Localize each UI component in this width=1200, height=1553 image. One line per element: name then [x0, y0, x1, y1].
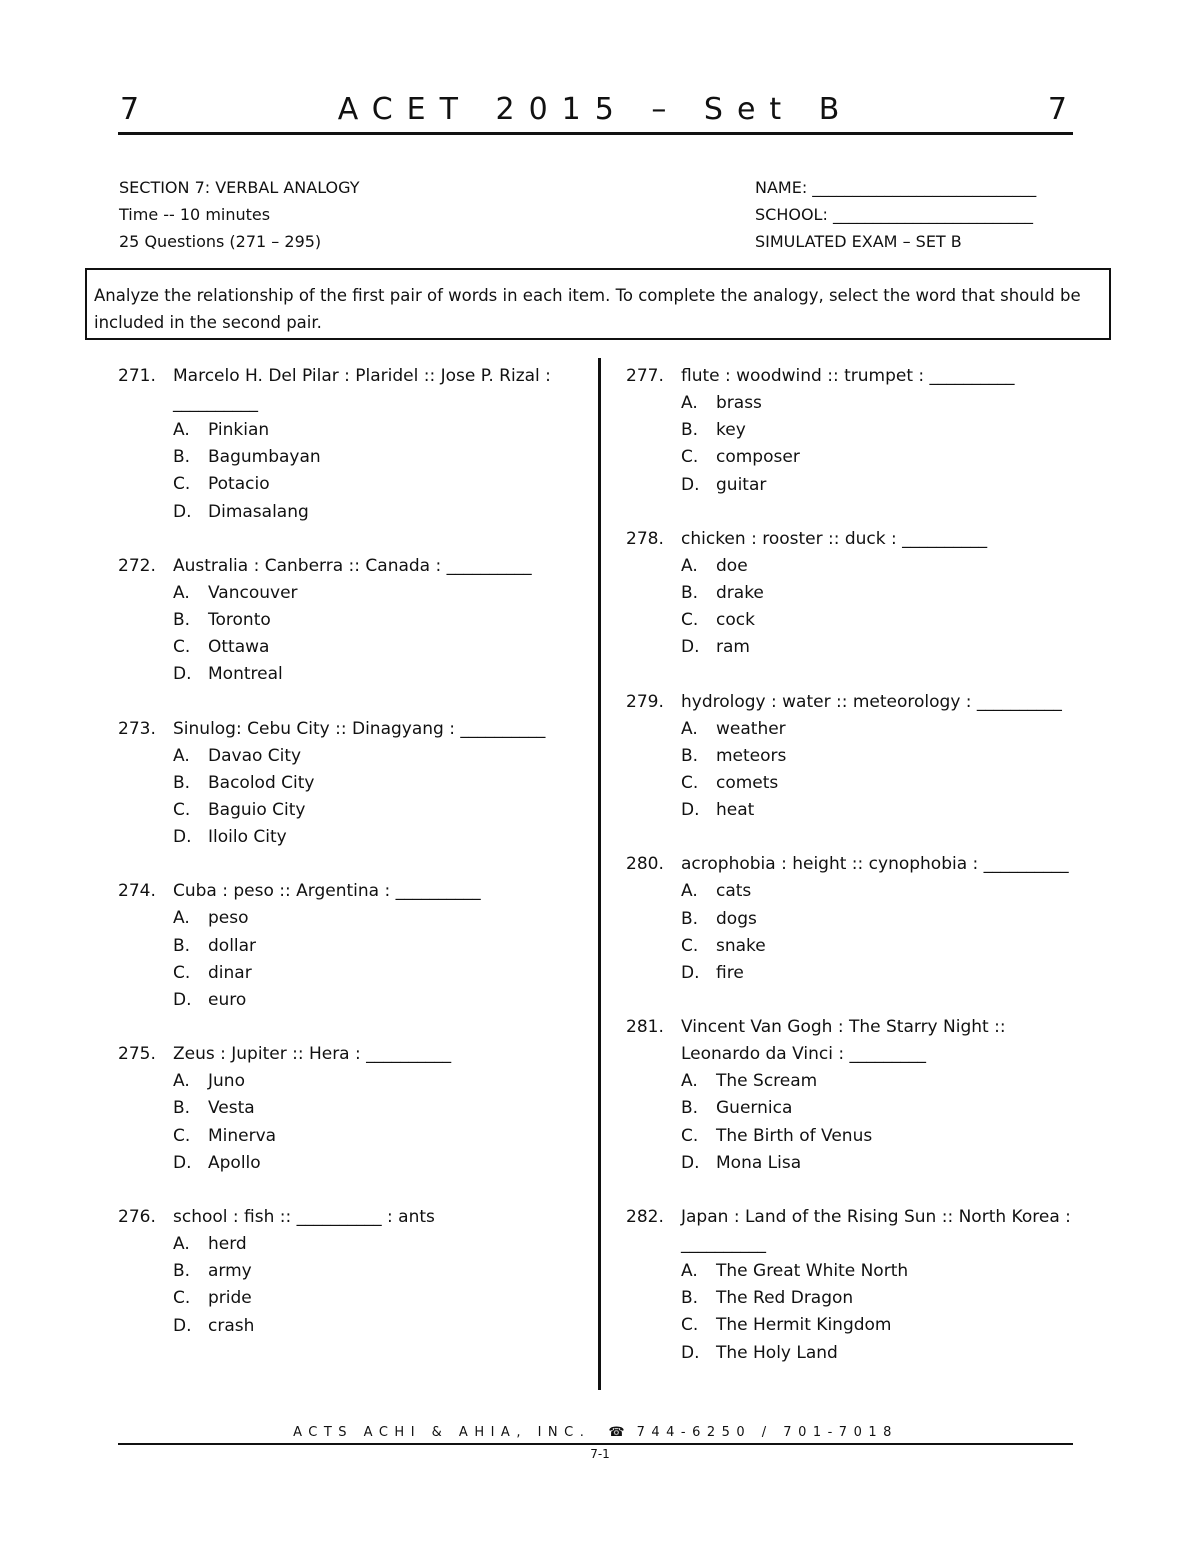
question-text: Cuba : peso :: Argentina : __________	[173, 881, 481, 902]
answer-option	[626, 444, 1096, 471]
question-number: 276.	[118, 1207, 156, 1228]
option-letter: D.	[173, 990, 192, 1011]
option-text: army	[208, 1261, 252, 1282]
section-title: SECTION 7: VERBAL ANALOGY	[119, 178, 360, 197]
option-text: Bagumbayan	[208, 447, 321, 468]
option-letter: B.	[681, 420, 699, 441]
option-text: doe	[716, 555, 748, 576]
question-text: Australia : Canberra :: Canada : __________	[173, 555, 532, 576]
answer-option	[626, 580, 1096, 607]
question-stem	[626, 851, 1096, 878]
option-letter: D.	[681, 1342, 700, 1363]
option-text: guitar	[716, 474, 767, 495]
option-letter: B.	[681, 908, 699, 929]
answer-option	[626, 906, 1096, 933]
question-item	[118, 1204, 588, 1340]
answer-option	[626, 1150, 1096, 1177]
question-item	[626, 1014, 1096, 1177]
option-letter: A.	[173, 908, 190, 929]
answer-option	[626, 770, 1096, 797]
question-item	[118, 1041, 588, 1177]
header-section-number-left: 7	[120, 92, 140, 127]
option-text: Vancouver	[208, 582, 298, 603]
option-text: peso	[208, 908, 249, 929]
option-text: The Holy Land	[716, 1342, 838, 1363]
footer	[118, 1425, 1073, 1441]
answer-option	[626, 1123, 1096, 1150]
option-text: meteors	[716, 745, 787, 766]
question-number: 272.	[118, 555, 156, 576]
question-number: 274.	[118, 881, 156, 902]
answer-option	[118, 499, 588, 526]
answer-option	[626, 417, 1096, 444]
option-letter: B.	[173, 935, 191, 956]
option-text: The Scream	[716, 1071, 818, 1092]
answer-option	[118, 824, 588, 851]
header-title: ACET 2015 – Set B	[337, 92, 854, 127]
answer-option	[626, 933, 1096, 960]
answer-option	[626, 1312, 1096, 1339]
question-text: Zeus : Jupiter :: Hera : __________	[173, 1044, 452, 1065]
question-number: 281.	[626, 1017, 664, 1038]
question-number: 277.	[626, 366, 664, 386]
answer-option	[118, 1150, 588, 1177]
option-letter: C.	[173, 637, 191, 658]
question-text: flute : woodwind :: trumpet : __________	[681, 366, 1015, 386]
option-text: cats	[716, 881, 752, 902]
answer-option	[118, 770, 588, 797]
answer-option	[626, 743, 1096, 770]
answer-option	[118, 444, 588, 471]
section-info	[119, 174, 360, 255]
answer-option	[626, 1258, 1096, 1285]
question-number: 279.	[626, 691, 664, 712]
footer-company: ACTS ACHI & AHIA, INC.	[293, 1425, 591, 1440]
question-item	[118, 716, 588, 852]
option-text: The Hermit Kingdom	[716, 1315, 892, 1336]
option-letter: C.	[681, 447, 699, 468]
question-stem	[626, 1014, 1096, 1068]
answer-option	[118, 987, 588, 1014]
option-letter: C.	[681, 610, 699, 631]
question-stem	[626, 1204, 1096, 1258]
question-text: hydrology : water :: meteorology : __________	[681, 691, 1062, 712]
option-letter: C.	[173, 1125, 191, 1146]
answer-option	[118, 1095, 588, 1122]
option-text: fire	[716, 963, 744, 984]
student-info	[755, 174, 1036, 255]
option-letter: C.	[173, 800, 191, 821]
option-text: Iloilo City	[208, 827, 287, 848]
option-text: composer	[716, 447, 800, 468]
answer-option	[118, 743, 588, 770]
telephone-icon: ☎	[608, 1425, 625, 1440]
option-text: dogs	[716, 908, 757, 929]
option-letter: C.	[173, 962, 191, 983]
option-letter: A.	[681, 718, 698, 739]
left-question-column	[118, 363, 588, 1367]
option-text: Baguio City	[208, 800, 306, 821]
option-text: comets	[716, 773, 779, 794]
option-letter: D.	[173, 664, 192, 685]
question-stem	[626, 363, 1096, 390]
answer-option	[626, 607, 1096, 634]
instructions-box: Analyze the relationship of the first pair of words in each item. To complete the analogy, select the word that should be included in the second pair.	[85, 268, 1111, 340]
option-text: snake	[716, 935, 766, 956]
option-letter: C.	[681, 1315, 699, 1336]
answer-option	[118, 1231, 588, 1258]
question-range: 25 Questions (271 – 295)	[119, 232, 322, 251]
option-letter: C.	[681, 773, 699, 794]
option-letter: D.	[681, 800, 700, 821]
option-text: weather	[716, 718, 786, 739]
footer-rule	[118, 1443, 1073, 1445]
question-item	[626, 526, 1096, 662]
answer-option	[626, 797, 1096, 824]
question-item	[118, 878, 588, 1014]
option-letter: A.	[681, 393, 698, 413]
school-field: SCHOOL: _________________________	[755, 205, 1033, 224]
answer-option	[118, 1068, 588, 1095]
answer-option	[626, 390, 1096, 417]
question-text: chicken : rooster :: duck : __________	[681, 528, 988, 549]
answer-option	[118, 1258, 588, 1285]
option-letter: B.	[173, 447, 191, 468]
option-letter: B.	[173, 1098, 191, 1119]
option-letter: D.	[681, 474, 700, 495]
answer-option	[118, 905, 588, 932]
option-text: key	[716, 420, 746, 441]
option-text: Toronto	[208, 610, 271, 631]
answer-option	[118, 1285, 588, 1312]
footer-phone: 744-6250 / 701-7018	[636, 1425, 898, 1440]
question-number: 275.	[118, 1044, 156, 1065]
option-text: The Red Dragon	[716, 1288, 854, 1309]
option-text: herd	[208, 1234, 247, 1255]
answer-option	[118, 471, 588, 498]
question-item	[118, 553, 588, 689]
answer-option	[118, 634, 588, 661]
question-stem	[118, 1041, 588, 1068]
option-letter: B.	[681, 1098, 699, 1119]
answer-option	[626, 472, 1096, 499]
answer-option	[118, 580, 588, 607]
question-number: 282.	[626, 1207, 664, 1228]
question-number: 280.	[626, 854, 664, 875]
option-letter: A.	[173, 1234, 190, 1255]
option-text: heat	[716, 800, 755, 821]
answer-option	[118, 960, 588, 987]
column-divider	[598, 358, 601, 1390]
option-text: crash	[208, 1315, 255, 1336]
option-text: Davao City	[208, 745, 302, 766]
header-section-number-right: 7	[1047, 92, 1067, 127]
option-letter: B.	[681, 745, 699, 766]
option-letter: A.	[173, 420, 190, 440]
answer-option	[626, 960, 1096, 987]
option-letter: D.	[681, 963, 700, 984]
option-text: The Great White North	[716, 1261, 909, 1282]
right-question-column	[626, 363, 1096, 1394]
option-letter: D.	[173, 501, 192, 522]
question-item	[626, 1204, 1096, 1367]
answer-option	[118, 661, 588, 688]
answer-option	[118, 933, 588, 960]
option-letter: A.	[173, 745, 190, 766]
question-text: Sinulog: Cebu City :: Dinagyang : __________	[173, 718, 546, 739]
answer-option	[118, 797, 588, 824]
option-text: Pinkian	[208, 420, 270, 440]
answer-option	[626, 1095, 1096, 1122]
question-stem	[118, 363, 588, 417]
option-letter: C.	[681, 1125, 699, 1146]
option-text: Apollo	[208, 1152, 261, 1173]
question-stem	[626, 526, 1096, 553]
page-number: 7-1	[590, 1447, 610, 1461]
option-letter: D.	[173, 1315, 192, 1336]
option-letter: D.	[173, 827, 192, 848]
option-letter: A.	[681, 555, 698, 576]
question-item	[626, 363, 1096, 499]
option-letter: B.	[173, 610, 191, 631]
question-stem	[118, 1204, 588, 1231]
option-letter: C.	[681, 935, 699, 956]
option-letter: B.	[681, 583, 699, 604]
question-stem	[118, 553, 588, 580]
question-number: 273.	[118, 718, 156, 739]
option-text: Vesta	[208, 1098, 255, 1119]
answer-option	[118, 1123, 588, 1150]
answer-option	[118, 607, 588, 634]
option-text: Guernica	[716, 1098, 793, 1119]
option-letter: B.	[173, 772, 191, 793]
answer-option	[118, 417, 588, 444]
answer-option	[626, 1340, 1096, 1367]
option-text: The Birth of Venus	[716, 1125, 873, 1146]
option-text: Potacio	[208, 474, 270, 495]
option-text: brass	[716, 393, 762, 413]
option-text: Juno	[208, 1071, 245, 1092]
question-number: 278.	[626, 528, 664, 549]
option-text: euro	[208, 990, 247, 1011]
option-letter: A.	[681, 1261, 698, 1282]
answer-option	[626, 553, 1096, 580]
option-text: dinar	[208, 962, 252, 983]
question-text: school : fish :: __________ : ants	[173, 1207, 435, 1228]
answer-option	[626, 1068, 1096, 1095]
answer-option	[626, 634, 1096, 661]
option-letter: C.	[173, 474, 191, 495]
question-stem	[118, 716, 588, 743]
option-letter: D.	[681, 1152, 700, 1173]
question-item	[626, 689, 1096, 825]
question-text: acrophobia : height :: cynophobia : __________	[681, 854, 1069, 875]
option-text: dollar	[208, 935, 257, 956]
option-letter: D.	[681, 637, 700, 658]
question-item	[626, 851, 1096, 987]
answer-option	[626, 1285, 1096, 1312]
option-text: Ottawa	[208, 637, 270, 658]
option-letter: D.	[173, 1152, 192, 1173]
question-text: Marcelo H. Del Pilar : Plaridel :: Jose P. Rizal : __________	[173, 366, 551, 413]
option-letter: A.	[681, 1071, 698, 1092]
question-number: 271.	[118, 366, 156, 386]
option-letter: A.	[681, 881, 698, 902]
answer-option	[626, 878, 1096, 905]
question-text: Japan : Land of the Rising Sun :: North Korea : __________	[681, 1207, 1071, 1255]
option-text: pride	[208, 1288, 252, 1309]
option-text: Mona Lisa	[716, 1152, 802, 1173]
page-header	[118, 92, 1073, 135]
answer-option	[118, 1313, 588, 1340]
time-limit: Time -- 10 minutes	[119, 205, 271, 224]
option-letter: B.	[681, 1288, 699, 1309]
option-text: Bacolod City	[208, 772, 315, 793]
option-letter: A.	[173, 1071, 190, 1092]
option-text: ram	[716, 637, 750, 658]
exam-label: SIMULATED EXAM – SET B	[755, 232, 962, 251]
option-text: Minerva	[208, 1125, 277, 1146]
option-text: Montreal	[208, 664, 283, 685]
answer-option	[626, 716, 1096, 743]
question-stem	[626, 689, 1096, 716]
option-text: Dimasalang	[208, 501, 309, 522]
option-text: cock	[716, 610, 755, 631]
option-letter: C.	[173, 1288, 191, 1309]
question-text: Vincent Van Gogh : The Starry Night :: Leonardo da Vinci : _________	[681, 1017, 1006, 1065]
name-field: NAME: ____________________________	[755, 178, 1037, 197]
option-text: drake	[716, 583, 764, 604]
question-stem	[118, 878, 588, 905]
question-item	[118, 363, 588, 526]
option-letter: B.	[173, 1261, 191, 1282]
option-letter: A.	[173, 582, 190, 603]
